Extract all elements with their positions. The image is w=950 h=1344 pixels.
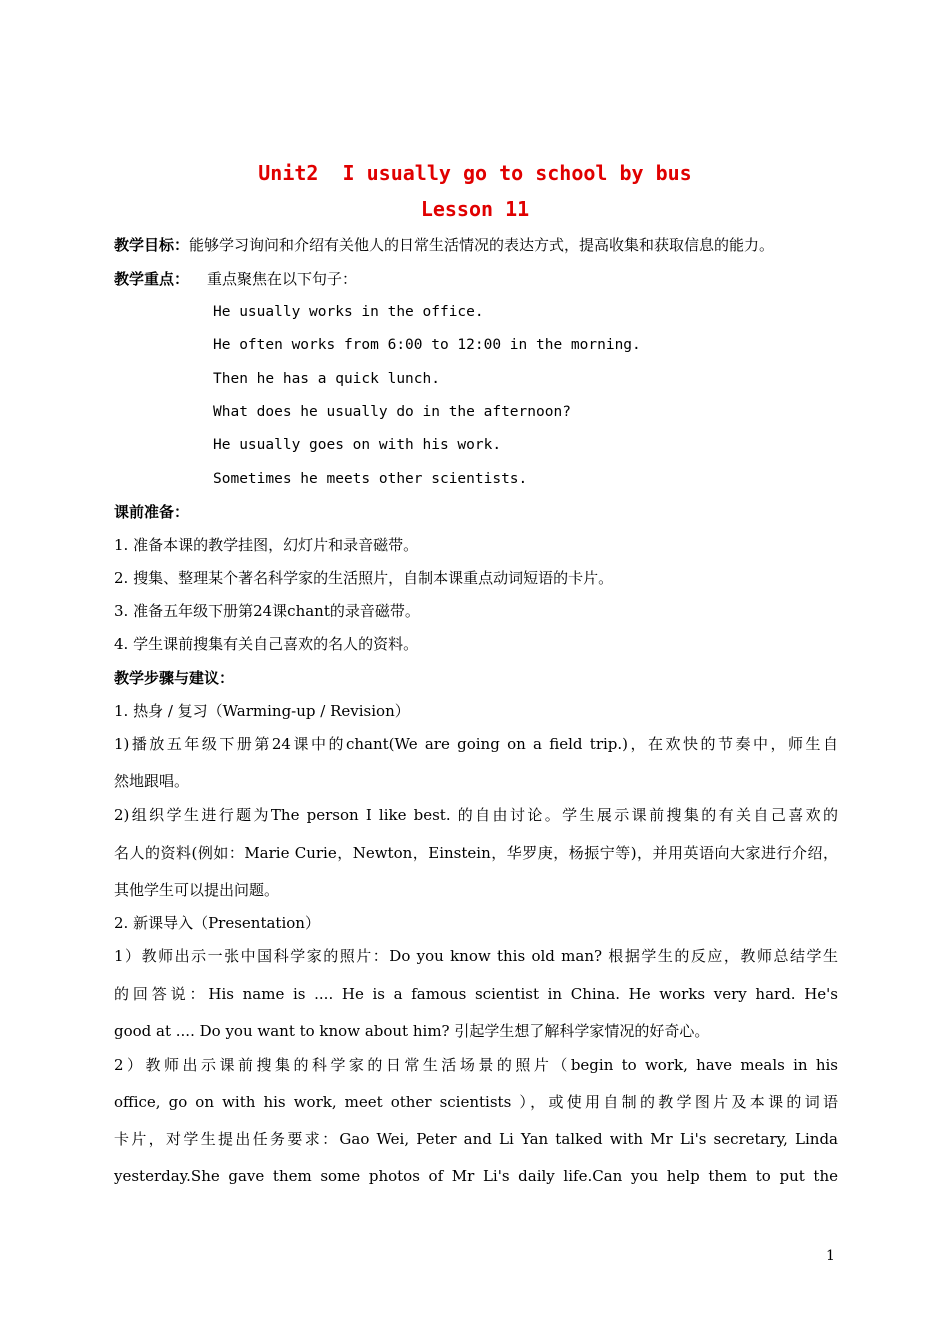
step1-paragraph2-line: 其他学生可以提出问题。	[114, 881, 280, 899]
focus-sentence: What does he usually do in the afternoon?	[213, 404, 571, 420]
focus-line	[114, 269, 357, 289]
focus-sentence: Then he has a quick lunch.	[213, 371, 440, 387]
step1-title: 1. 热身 / 复习（Warming-up / Revision）	[114, 702, 410, 720]
page-number: 1	[826, 1248, 835, 1264]
step2-paragraph1-line: 的回答说：His name is .... He is a famous scientist in China. He works very hard. He's	[114, 985, 838, 1003]
focus-sentence: He usually goes on with his work.	[213, 437, 502, 453]
step1-paragraph1-line: 1)播放五年级下册第24课中的chant(We are going on a field trip.)，在欢快的节奏中，师生自	[114, 735, 838, 753]
focus-label: 教学重点：	[114, 270, 190, 288]
objective-text: 能够学习询问和介绍有关他人的日常生活情况的表达方式，提高收集和获取信息的能力。	[189, 236, 775, 254]
step2-paragraph2-line: 卡片，对学生提出任务要求：Gao Wei, Peter and Li Yan talked with Mr Li's secretary, Linda	[114, 1130, 838, 1148]
preparation-heading: 课前准备：	[114, 503, 190, 521]
preparation-item: 1. 准备本课的教学挂图，幻灯片和录音磁带。	[114, 536, 419, 554]
objective-label: 教学目标：	[114, 236, 190, 254]
step1-paragraph2-line: 名人的资料(例如：Marie Curie，Newton，Einstein，华罗庚，杨振宁等)，并用英语向大家进行介绍，	[114, 844, 838, 862]
step2-paragraph1-line: 1）教师出示一张中国科学家的照片：Do you know this old man? 根据学生的反应，教师总结学生	[114, 947, 838, 965]
step2-paragraph2-line: yesterday.She gave them some photos of Mr Li's daily life.Can you help them to put the	[114, 1167, 838, 1185]
step1-paragraph2-line: 2)组织学生进行题为The person I like best. 的自由讨论。学生展示课前搜集的有关自己喜欢的	[114, 806, 838, 824]
steps-heading: 教学步骤与建议：	[114, 669, 235, 687]
step2-paragraph1-line: good at .... Do you want to know about him? 引起学生想了解科学家情况的好奇心。	[114, 1022, 710, 1040]
step2-title: 2. 新课导入（Presentation）	[114, 914, 320, 932]
preparation-item: 4. 学生课前搜集有关自己喜欢的名人的资料。	[114, 635, 419, 653]
preparation-item: 2. 搜集、整理某个著名科学家的生活照片，自制本课重点动词短语的卡片。	[114, 569, 614, 587]
step2-paragraph2-line: office, go on with his work, meet other scientists ），或使用自制的教学图片及本课的词语	[114, 1093, 838, 1111]
focus-sentence: Sometimes he meets other scientists.	[213, 471, 528, 487]
focus-sentence: He often works from 6:00 to 12:00 in the morning.	[213, 337, 641, 353]
unit-title: Unit2 I usually go to school by bus	[258, 161, 692, 185]
objective-line	[114, 235, 774, 255]
lesson-title: Lesson 11	[420, 197, 530, 221]
focus-intro: 重点聚焦在以下句子：	[207, 270, 358, 288]
step2-paragraph2-line: 2）教师出示课前搜集的科学家的日常生活场景的照片（begin to work, have meals in his	[114, 1056, 838, 1074]
focus-sentence: He usually works in the office.	[213, 304, 484, 320]
step1-paragraph1-line: 然地跟唱。	[114, 772, 190, 790]
preparation-item: 3. 准备五年级下册第24课chant的录音磁带。	[114, 602, 420, 620]
